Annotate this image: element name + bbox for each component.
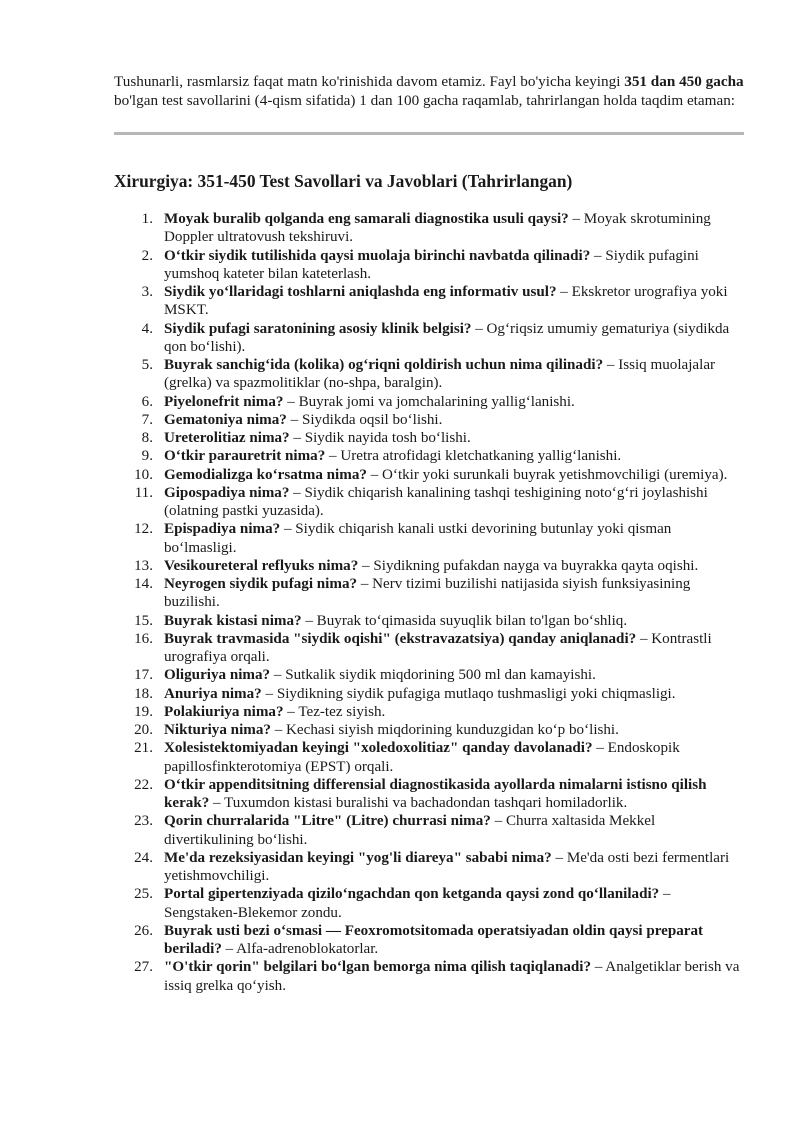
item-number: 8. (141, 430, 153, 447)
item-question: Buyrak travmasida "siydik oqishi" (ekstravazatsiya) qanday aniqlanadi? (164, 630, 637, 647)
item-question: Ureterolitiaz nima? (164, 430, 290, 447)
item-question: Me'da rezeksiyasidan keyingi "yog'li diareya" sababi nima? (164, 849, 552, 866)
list-item (114, 520, 744, 557)
item-number: 24. (134, 849, 153, 866)
list-item (114, 666, 744, 684)
section-heading: Xirurgiya: 351-450 Test Savollari va Javoblari (Tahrirlangan) (114, 171, 573, 192)
item-question: O‘tkir siydik tutilishida qaysi muolaja birinchi navbatda qilinadi? (164, 247, 591, 264)
item-question: O‘tkir appenditsitning differensial diagnostikasida ayollarda nimalarni istisno qilish kerak? (164, 776, 707, 812)
list-item (114, 466, 744, 484)
item-answer: – Me'da osti bezi fermentlari yetishmovchiligi. (164, 849, 730, 885)
item-question: Nikturiya nima? (164, 722, 271, 739)
list-item (114, 922, 744, 959)
item-question: Gipospadiya nima? (164, 484, 290, 501)
item-question: Piyelonefrit nima? (164, 393, 284, 410)
item-number: 14. (134, 576, 153, 593)
list-item (114, 721, 744, 739)
item-question: Epispadiya nima? (164, 521, 281, 538)
item-answer: – Buyrak to‘qimasida suyuqlik bilan to'lgan bo‘shliq. (301, 612, 628, 629)
item-number: 18. (134, 685, 153, 702)
item-answer: – Siydikning siydik pufagiga mutlaqo tushmasligi yoki chiqmasligi. (261, 685, 676, 702)
list-item (114, 958, 744, 995)
item-question: Xolesistektomiyadan keyingi "xoledoxolitiaz" qanday davolanadi? (164, 740, 593, 757)
item-number: 22. (134, 776, 153, 793)
item-number: 6. (141, 393, 153, 410)
item-number: 4. (141, 320, 153, 337)
item-answer: – Kechasi siyish miqdorining kunduzgidan ko‘p bo‘lishi. (270, 722, 619, 739)
item-question: "O'tkir qorin" belgilari bo‘lgan bemorga nima qilish taqiqlanadi? (164, 959, 592, 976)
item-question: Oliguriya nima? (164, 667, 271, 684)
item-answer: – Sutkalik siydik miqdorining 500 ml dan kamayishi. (270, 667, 596, 684)
item-question: Buyrak kistasi nima? (164, 612, 302, 629)
item-answer: – Uretra atrofidagi kletchatkaning yallig‘lanishi. (325, 448, 622, 465)
item-answer: – Tez-tez siyish. (283, 703, 386, 720)
item-number: 5. (141, 357, 153, 374)
item-answer: – Nerv tizimi buzilishi natijasida siyish funksiyasining buzilishi. (164, 576, 691, 611)
item-question: Anuriya nima? (164, 685, 262, 702)
item-number: 13. (134, 557, 153, 574)
list-item (114, 393, 744, 411)
intro-paragraph (114, 73, 744, 110)
question-list (114, 210, 744, 995)
list-item (114, 484, 744, 521)
horizontal-divider (114, 132, 744, 135)
item-number: 9. (141, 448, 153, 465)
item-answer: – Analgetiklar berish va issiq grelka qo‘yish. (164, 959, 740, 994)
item-answer: – Churra xaltasida Mekkel divertikulining bo‘lishi. (164, 813, 656, 848)
list-item (114, 612, 744, 630)
item-question: Buyrak sanchig‘ida (kolika) og‘riqni qoldirish uchun nima qilinadi? (164, 357, 604, 374)
intro-text-part1: Tushunarli, rasmlarsiz faqat matn ko'rinishida davom etamiz. Fayl bo'yicha keyingi (114, 73, 625, 90)
item-number: 20. (134, 722, 153, 739)
item-question: Gematoniya nima? (164, 411, 287, 428)
list-item (114, 685, 744, 703)
item-question: Polakiuriya nima? (164, 703, 284, 720)
item-number: 11. (134, 484, 153, 501)
item-number: 16. (134, 630, 153, 647)
list-item (114, 356, 744, 393)
item-number: 10. (134, 466, 153, 483)
item-question: Buyrak usti bezi o‘smasi — Feoxromotsitomada operatsiyadan oldin qaysi preparat beriladi? (164, 922, 704, 958)
item-number: 12. (134, 521, 153, 538)
item-answer: – Sengstaken-Blekemor zondu. (164, 886, 671, 921)
item-answer: – Siydikda oqsil bo‘lishi. (286, 411, 443, 428)
item-answer: – Ekskretor urografiya yoki MSKT. (164, 284, 728, 319)
intro-text-part2: bo'lgan test savollarini (4-qism sifatida) 1 dan 100 gacha raqamlab, tahrirlangan holda taqdim etaman: (114, 91, 736, 109)
item-answer: – Alfa-adrenoblokatorlar. (221, 941, 379, 958)
item-question: O‘tkir parauretrit nima? (164, 448, 326, 465)
item-answer: – Tuxumdon kistasi buralishi va bachadondan tashqari homiladorlik. (209, 795, 628, 812)
list-item (114, 849, 744, 886)
list-item (114, 411, 744, 429)
item-number: 7. (141, 411, 153, 428)
item-answer: – Siydik nayida tosh bo‘lishi. (289, 430, 471, 447)
item-number: 1. (141, 211, 153, 228)
item-number: 17. (134, 667, 153, 684)
item-answer: – Issiq muolajalar (grelka) va spazmolitiklar (no-shpa, baralgin). (164, 357, 716, 392)
item-answer: – Siydik chiqarish kanali ustki devorining butunlay yoki qisman bo‘lmasligi. (164, 521, 672, 556)
item-number: 25. (134, 886, 153, 903)
list-item (114, 429, 744, 447)
item-answer: – Buyrak jomi va jomchalarining yallig‘lanishi. (283, 393, 575, 410)
document-page (114, 73, 744, 995)
item-question: Siydik yo‘llaridagi toshlarni aniqlashda eng informativ usul? (164, 284, 557, 301)
item-question: Siydik pufagi saratonining asosiy klinik belgisi? (164, 320, 472, 337)
list-item (114, 703, 744, 721)
item-question: Portal gipertenziyada qizilo‘ngachdan qon ketganda qaysi zond qo‘llaniladi? (164, 886, 660, 903)
list-item (114, 247, 744, 284)
list-item (114, 776, 744, 813)
item-question: Moyak buralib qolganda eng samarali diagnostika usuli qaysi? (164, 211, 569, 228)
list-item (114, 447, 744, 465)
list-item (114, 812, 744, 849)
item-number: 26. (134, 922, 153, 939)
list-item (114, 885, 744, 922)
item-number: 27. (134, 959, 153, 976)
item-number: 23. (134, 813, 153, 830)
item-answer: – Kontrastli urografiya orqali. (164, 630, 712, 666)
list-item (114, 630, 744, 667)
item-answer: – Siydik chiqarish kanalining tashqi teshigining noto‘g‘ri joylashishi (olatning pastki yuzasida). (164, 484, 708, 520)
item-number: 15. (134, 612, 153, 629)
list-item (114, 557, 744, 575)
item-number: 2. (141, 247, 153, 264)
item-answer: – Siydikning pufakdan nayga va buyrakka qayta oqishi. (358, 557, 699, 574)
item-number: 19. (134, 703, 153, 720)
item-answer: – O‘tkir yoki surunkali buyrak yetishmovchiligi (uremiya). (366, 466, 728, 483)
list-item (114, 575, 744, 612)
item-number: 21. (134, 740, 153, 757)
item-answer: – Moyak skrotumining Doppler ultratovush tekshiruvi. (164, 211, 711, 246)
item-question: Vesikoureteral reflyuks nima? (164, 557, 359, 574)
list-item (114, 320, 744, 357)
list-item (114, 739, 744, 776)
list-item (114, 283, 744, 320)
item-question: Neyrogen siydik pufagi nima? (164, 576, 358, 593)
item-answer: – Siydik pufagini yumshoq kateter bilan kateterlash. (164, 247, 699, 282)
item-question: Qorin churralarida "Litre" (Litre) churrasi nima? (164, 813, 491, 830)
item-number: 3. (141, 284, 153, 301)
intro-bold-range: 351 dan 450 gacha (624, 73, 744, 90)
item-answer: – Endoskopik papillosfinkterotomiya (EPST) orqali. (164, 740, 680, 775)
list-item (114, 210, 744, 247)
item-question: Gemodializga ko‘rsatma nima? (164, 466, 367, 483)
item-answer: – Og‘riqsiz umumiy gematuriya (siydikda qon bo‘lishi). (164, 320, 730, 355)
